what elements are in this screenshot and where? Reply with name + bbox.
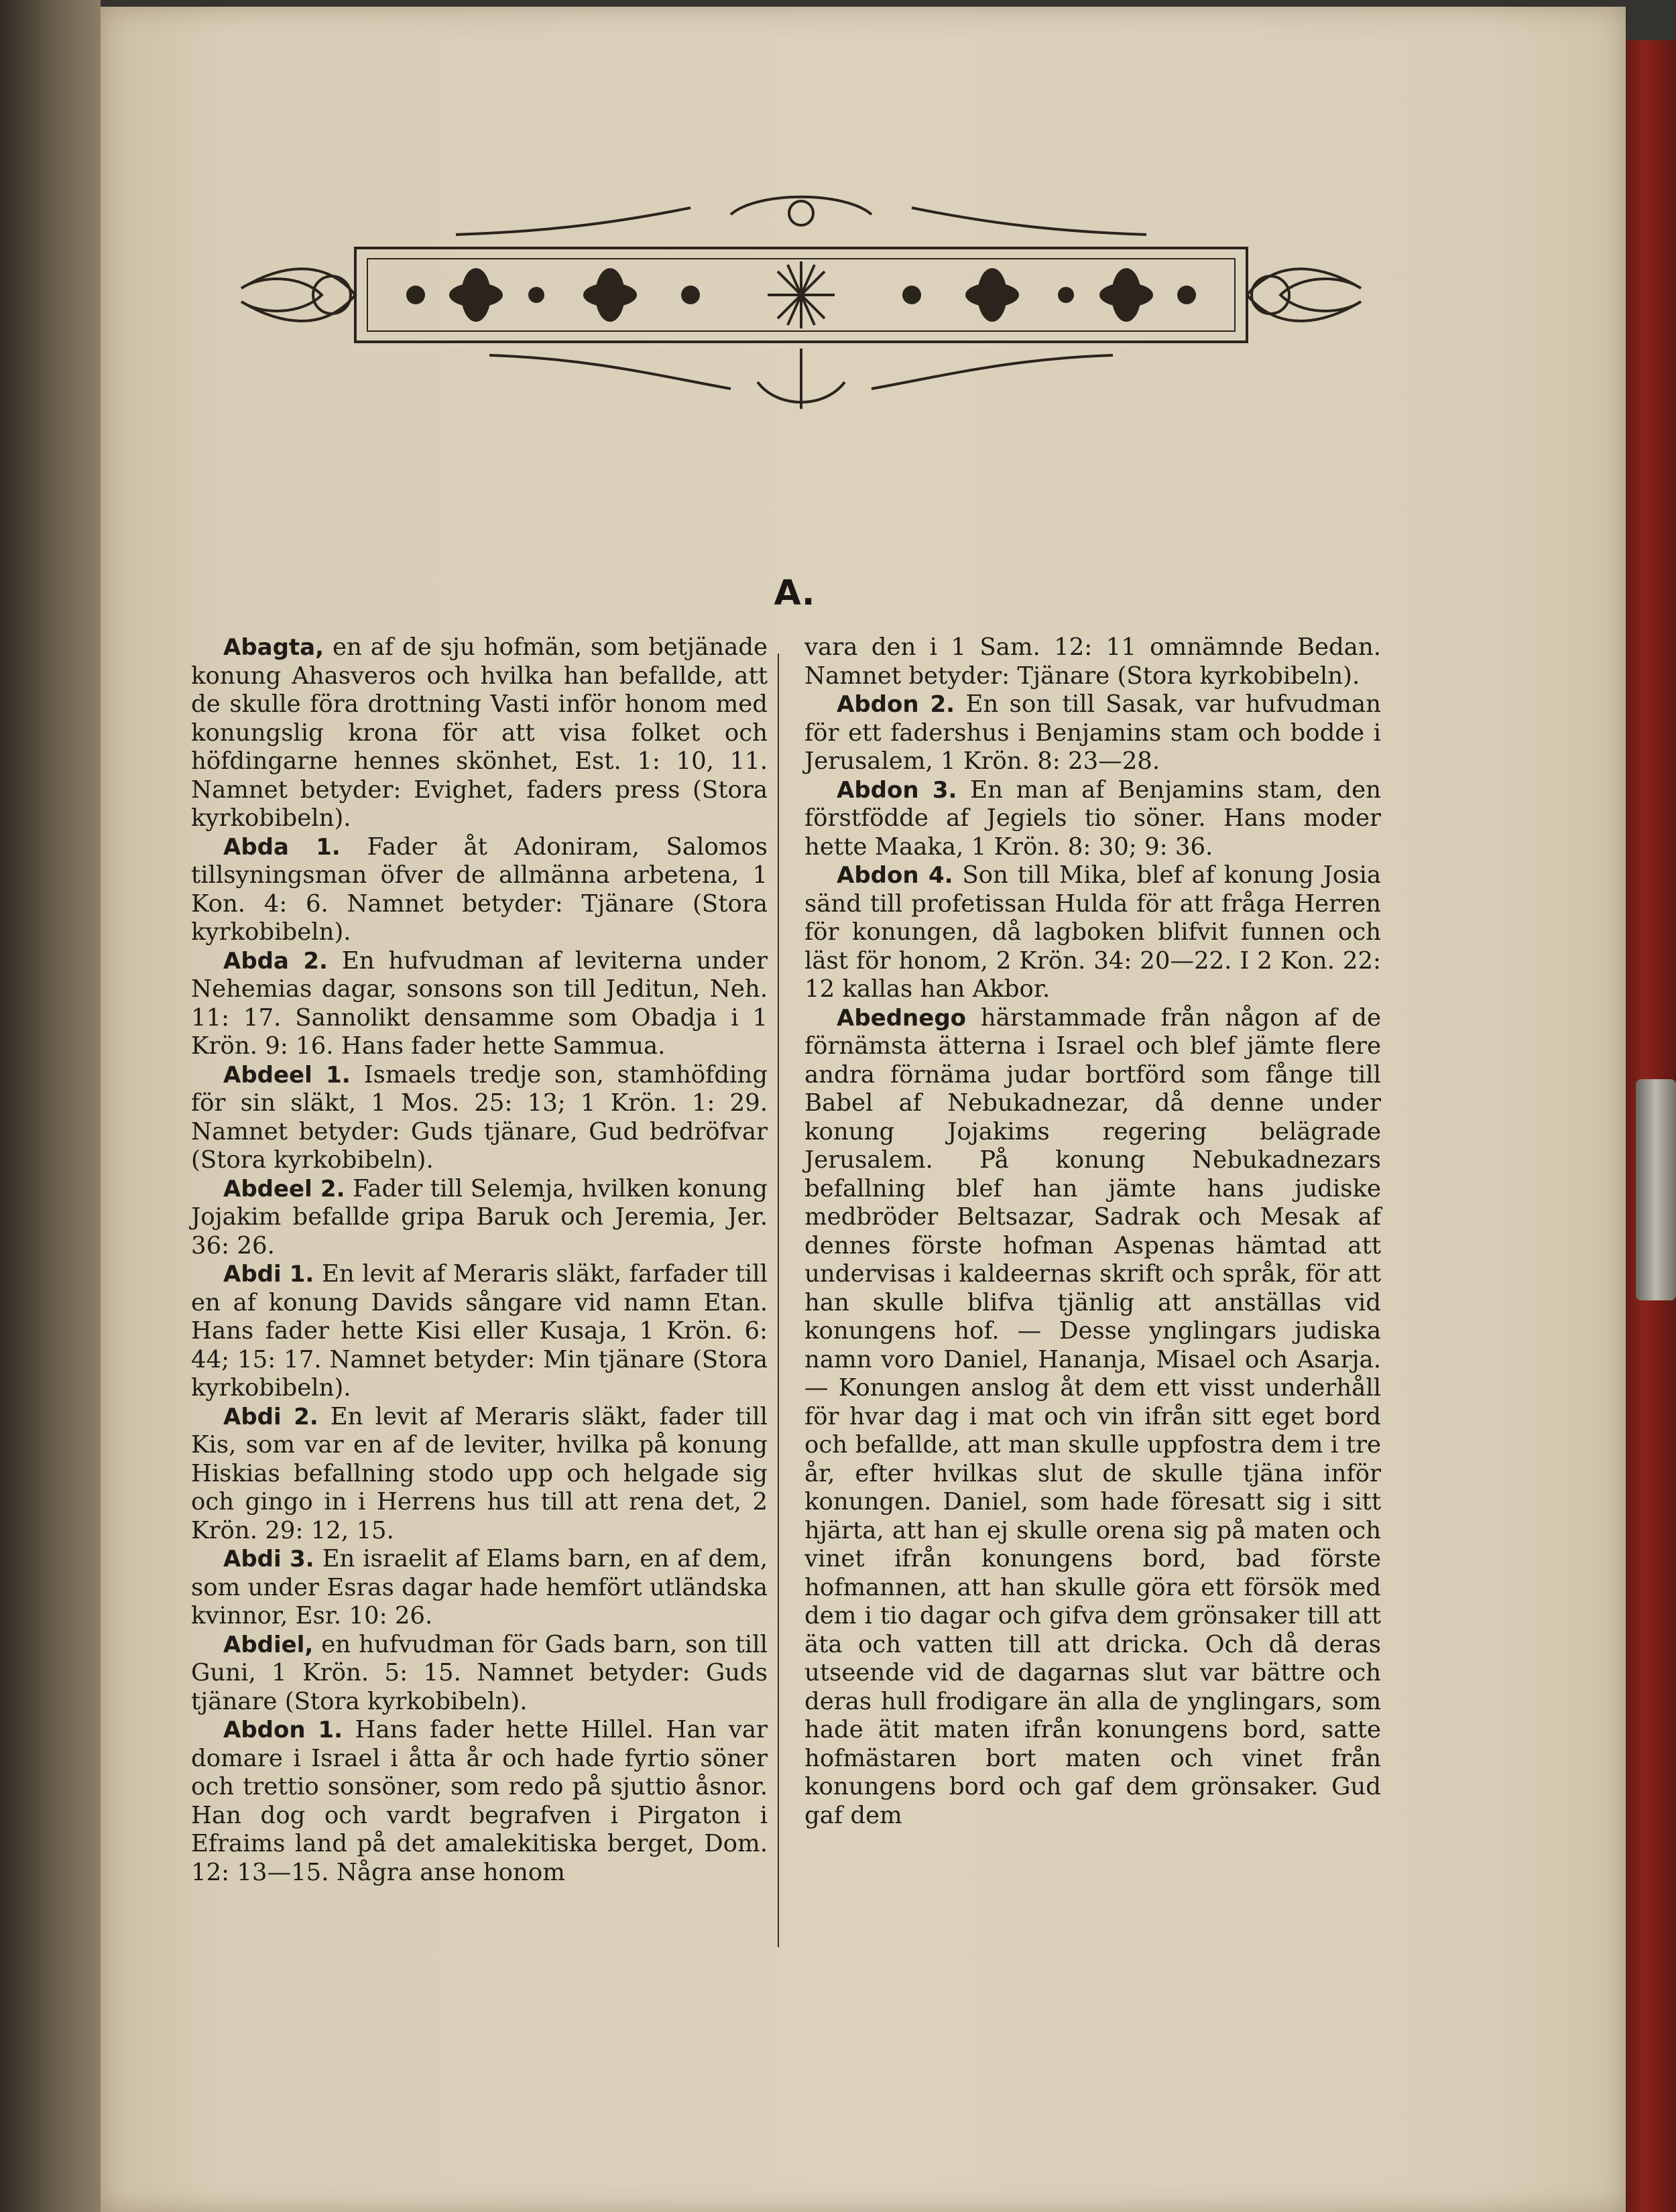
entry-abdi-1 (191, 1260, 768, 1403)
headword: Abda 2. (223, 947, 328, 975)
headword: Abdeel 2. (223, 1175, 345, 1203)
decorative-headpiece (221, 194, 1381, 416)
entry-text: härstammade från någon af de förnämsta ätterna i Israel och blef jämte flere andra förnäma judar bortförd som fånge till Babel af Nebukadnezar, då denne under konung Jojakims regering belägrade Jerusalem. På konung Nebukadnezars befallning blef han jämte hans judiske medbröder Beltsazar, Sadrak och Mesak af dennes förste hofman Aspenas hämtad att undervisas i kaldeernas skrift och språk, för att han skulle blifva tjänlig att anställas vid konungens hof. — Desse ynglingars judiska namn voro Daniel, Hananja, Misael och Asarja. — Konungen anslog åt dem ett visst underhåll för hvar dag i mat och vin ifrån sitt eget bord och befallde, att man skulle uppfostra dem i tre år, efter hvilkas slut de skulle tjäna inför konungen. Daniel, som hade föresatt sig i sitt hjärta, att han ej skulle orena sig på maten och vinet ifrån konungens bord, bad förste hofmannen, att han skulle göra ett försök med dem i tio dagar och gifva dem grönsaker till att äta och vatten till att dricka. Och då deras utseende vid de dagarnas slut var bättre och deras hull frodigare än alla de ynglingars, som hade ätit maten ifrån konungens bord, satte hofmästaren bort maten och vinet från konungens bord och gaf dem grönsaker. Gud gaf dem (804, 1003, 1381, 1829)
entry-text: Fader till Selemja, hvilken konung Jojakim befallde gripa Baruk och Jeremia, Jer. 36: 26. (191, 1174, 768, 1259)
headword: Abdi 1. (223, 1261, 314, 1288)
entry-text: En son till Sasak, var hufvudman för ett fadershus i Benjamins stam och bodde i Jerusalem, 1 Krön. 8: 23—28. (804, 690, 1382, 775)
headword: Abdi 3. (223, 1546, 314, 1573)
section-letter: A. (774, 573, 815, 613)
entry-abda-2 (191, 947, 768, 1061)
entry-abda-1 (191, 833, 768, 947)
headword: Abednego (837, 1004, 967, 1032)
entry-abednego (804, 1004, 1381, 1831)
entry-text: en hufvudman för Gads barn, son till Guni, 1 Krön. 5: 15. Namnet betyder: Guds tjänare (Stora kyrkobibeln). (191, 1630, 768, 1715)
column-divider (778, 654, 779, 1947)
entry-text: En levit af Meraris släkt, farfader till en af konung Davids sångare vid namn Etan. Hans fader hette Kisi eller Kusaja, 1 Krön. 6: 44; 15: 17. Namnet betyder: Min tjänare (Stora kyrkobibeln). (191, 1260, 768, 1402)
entry-text: Hans fader hette Hillel. Han var domare i Israel i åtta år och hade fyrtio söner och trettio sonsöner, som redo på sjuttio åsnor. Han dog och vardt begrafven i Pirgaton i Efraims land på det amalekitiska berget, Dom. 12: 13—15. Några anse honom (191, 1716, 768, 1886)
page-clip (1636, 1079, 1676, 1300)
right-column (804, 633, 1381, 1830)
headword: Abdon 3. (837, 776, 957, 804)
entry-text: En levit af Meraris släkt, fader till Kis, som var en af de leviter, hvilka på konung Hiskias befallning stodo upp och helgade sig och gingo in i Herrens hus till att rena det, 2 Krön. 29: 12, 15. (191, 1402, 768, 1544)
entry-text: En israelit af Elams barn, en af dem, som under Esras dagar hade hemfört utländska kvinnor, Esr. 10: 26. (191, 1545, 768, 1630)
headword: Abda 1. (223, 833, 341, 861)
entry-abdon-1 (191, 1716, 768, 1887)
headword: Abdon 1. (223, 1717, 343, 1743)
entry-abdeel-1 (191, 1061, 768, 1175)
headword: Abdon 2. (837, 691, 955, 718)
entry-text: Ismaels tredje son, stamhöfding för sin släkt, 1 Mos. 25: 13; 1 Krön. 1: 29. Namnet betyder: Guds tjänare, Gud bedröfvar (Stora kyrkobibeln). (191, 1060, 768, 1174)
entry-abagta (191, 633, 768, 833)
entry-abdon-3 (804, 776, 1381, 862)
entry-text: En hufvudman af leviterna under Nehemias dagar, sonsons son till Jeditun, Neh. 11: 17. Sannolikt densamme som Obadja i 1 Krön. 9: 16. Hans fader hette Sammua. (191, 946, 768, 1060)
entry-text: Fader åt Adoniram, Salomos tillsyningsman öfver de allmänna arbetena, 1 Kon. 4: 6. Namnet betyder: Tjänare (Stora kyrkobibeln). (191, 833, 768, 946)
entry-abdi-2 (191, 1403, 768, 1546)
left-column (191, 633, 768, 1887)
entry-abdon-2 (804, 690, 1381, 776)
entry-continuation: vara den i 1 Sam. 12: 11 omnämnde Bedan. Namnet betyder: Tjänare (Stora kyrkobibeln). (804, 633, 1381, 690)
entry-abdi-3 (191, 1545, 768, 1631)
entry-abdeel-2 (191, 1175, 768, 1261)
headword: Abdi 2. (223, 1403, 318, 1430)
entry-text: Son till Mika, blef af konung Josia sänd till profetissan Hulda för att fråga Herren för konungen, då lagboken blifvit funnen och läst för honom, 2 Krön. 34: 20—22. I 2 Kon. 22: 12 kallas han Akbor. (804, 861, 1381, 1003)
headword: Abdiel, (223, 1631, 314, 1658)
headword: Abdeel 1. (223, 1061, 351, 1089)
entry-abdon-4 (804, 861, 1381, 1004)
entry-text: en af de sju hofmän, som betjänade konung Ahasveros och hvilka han befallde, att de skulle föra drottning Vasti inför honom med konungslig krona för att visa folket och höfdingarne hennes skönhet, Est. 1: 10, 11. Namnet betyder: Evighet, faders press (Stora kyrkobibeln). (191, 633, 768, 832)
entry-abdiel (191, 1631, 768, 1717)
left-page-edge (0, 0, 101, 2212)
headword: Abdon 4. (837, 862, 953, 889)
headword: Abagta, (223, 634, 324, 661)
entry-text: En man af Benjamins stam, den förstfödde af Jegiels tio söner. Hans moder hette Maaka, 1 Krön. 8: 30; 9: 36. (804, 776, 1382, 861)
